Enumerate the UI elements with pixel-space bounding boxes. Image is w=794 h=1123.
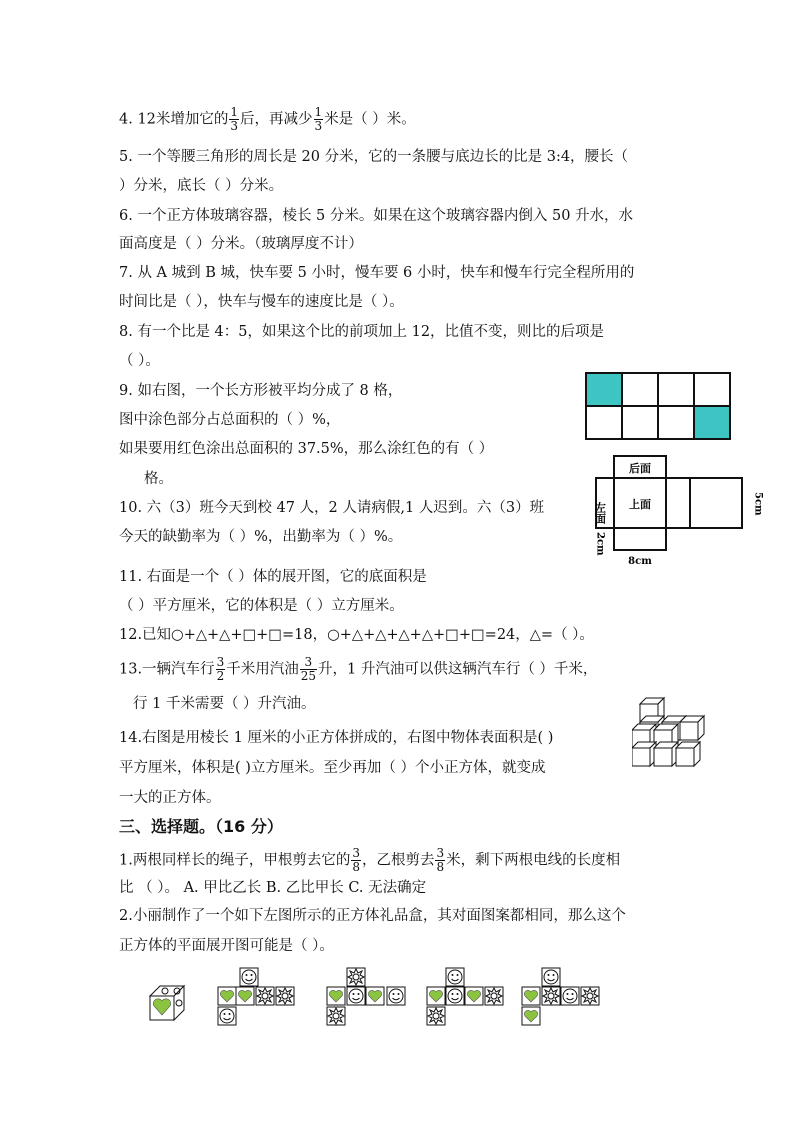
gift-box-icon: [150, 986, 184, 1020]
question-9-line4: 格。: [144, 471, 173, 487]
net-bottom-face: [690, 478, 742, 528]
question-9-line2: 图中涂色部分占总面积的（ ）%，: [119, 412, 341, 428]
net-option-b[interactable]: [327, 968, 405, 1025]
question-13-line2: 行 1 千米需要（ ）升汽油。: [133, 696, 316, 712]
question-7-line1: 7. 从 A 城到 B 城，快车要 5 小时，慢车要 6 小时，快车和慢车行完全程所用的: [119, 265, 635, 281]
stacked-cubes-figure: [632, 696, 712, 776]
question-4: 4. 12米增加它的 $\frac{1}{3}$ 后，再减少 $\frac{1}{3}$ 米是（ ）米。: [119, 105, 416, 133]
grid-cell: [586, 406, 622, 439]
question-8-line2: （ ）。: [119, 353, 160, 369]
grid-cell: [622, 373, 658, 406]
net-right-face: [666, 478, 690, 528]
question-5-line2: ）分米，底长（ ）分米。: [119, 178, 284, 194]
rectangle-grid: [585, 372, 731, 440]
question-10-line1: 10. 六（3）班今天到校 47 人，2 人请病假,1 人迟到。六（3）班: [119, 500, 545, 516]
question-10-line2: 今天的缺勤率为（ ）%，出勤率为（ ）%。: [119, 529, 403, 545]
question-5-line1: 5. 一个等腰三角形的周长是 20 分米，它的一条腰与底边长的比是 3:4，腰长（: [119, 149, 629, 165]
shaded-cell: [694, 406, 730, 439]
question-7-line2: 时间比是（ ），快车与慢车的速度比是（ ）。: [119, 294, 404, 310]
question-12: 12.已知○+△+△+□+□=18，○+△+△+△+△+□+□=24，△=（ ）。: [119, 627, 594, 643]
net-back-label: 后面: [629, 462, 651, 475]
net-option-a[interactable]: [218, 968, 294, 1025]
net-depth-label: 5cm: [752, 492, 764, 516]
question-9-line3: 如果要用红色涂出总面积的 37.5%，那么涂红色的有（ ）: [119, 441, 494, 457]
net-option-d[interactable]: [522, 968, 599, 1025]
question-6-line1: 6. 一个正方体玻璃容器，棱长 5 分米。如果在这个玻璃容器内倒入 50 升水，水: [119, 208, 634, 224]
question-6-line2: 面高度是（ ）分米。（玻璃厚度不计）: [119, 236, 363, 252]
net-top-label: 上面: [629, 498, 651, 511]
choice-2-line1: 2.小丽制作了一个如下左图所示的正方体礼品盒，其对面图案都相同，那么这个: [119, 908, 626, 924]
section-3-title: 三、选择题。（16 分）: [119, 817, 283, 836]
net-front-face: [614, 528, 666, 550]
question-13-line1: 13.一辆汽车行 $\frac{3}{2}$ 千米用汽油 $\frac{3}{25}$ 升，1 升汽油可以供这辆汽车行（ ）千米，: [119, 655, 598, 683]
grid-cell: [694, 373, 730, 406]
choice-1-line1: 1.两根同样长的绳子，甲根剪去它的 $\frac{3}{8}$ ，乙根剪去 $\frac{3}{8}$ 米，剩下两根电线的长度相: [119, 846, 621, 874]
question-11-line1: 11. 右面是一个（ ）体的展开图，它的底面积是: [119, 569, 427, 585]
net-left-label: 左面: [593, 502, 607, 524]
question-8-line1: 8. 有一个比是 4：5，如果这个比的前项加上 12，比值不变，则比的后项是: [119, 324, 605, 340]
question-9-line1: 9. 如右图，一个长方形被平均分成了 8 格，: [119, 383, 403, 399]
choice-2-line2: 正方体的平面展开图可能是（ ）。: [119, 938, 334, 954]
net-height-label: 2cm: [594, 532, 606, 556]
grid-cell: [622, 406, 658, 439]
cuboid-net-figure: [586, 452, 776, 572]
question-14-line3: 一大的正方体。: [119, 790, 221, 806]
grid-cell: [658, 406, 694, 439]
question-14-line1: 14.右图是用棱长 1 厘米的小正方体拼成的，右图中物体表面积是( ): [119, 730, 554, 746]
net-width-label: 8cm: [628, 556, 652, 567]
choice-1-line2: 比 （ ）。 A. 甲比乙长 B. 乙比甲长 C. 无法确定: [119, 880, 427, 896]
question-14-line2: 平方厘米，体积是( )立方厘米。至少再加（ ）个小正方体，就变成: [119, 760, 546, 776]
cube-net-options-figure: [140, 960, 620, 1035]
shaded-cell: [586, 373, 622, 406]
question-11-line2: （ ）平方厘米，它的体积是（ ）立方厘米。: [119, 598, 404, 614]
net-option-c[interactable]: [427, 968, 503, 1025]
grid-cell: [658, 373, 694, 406]
